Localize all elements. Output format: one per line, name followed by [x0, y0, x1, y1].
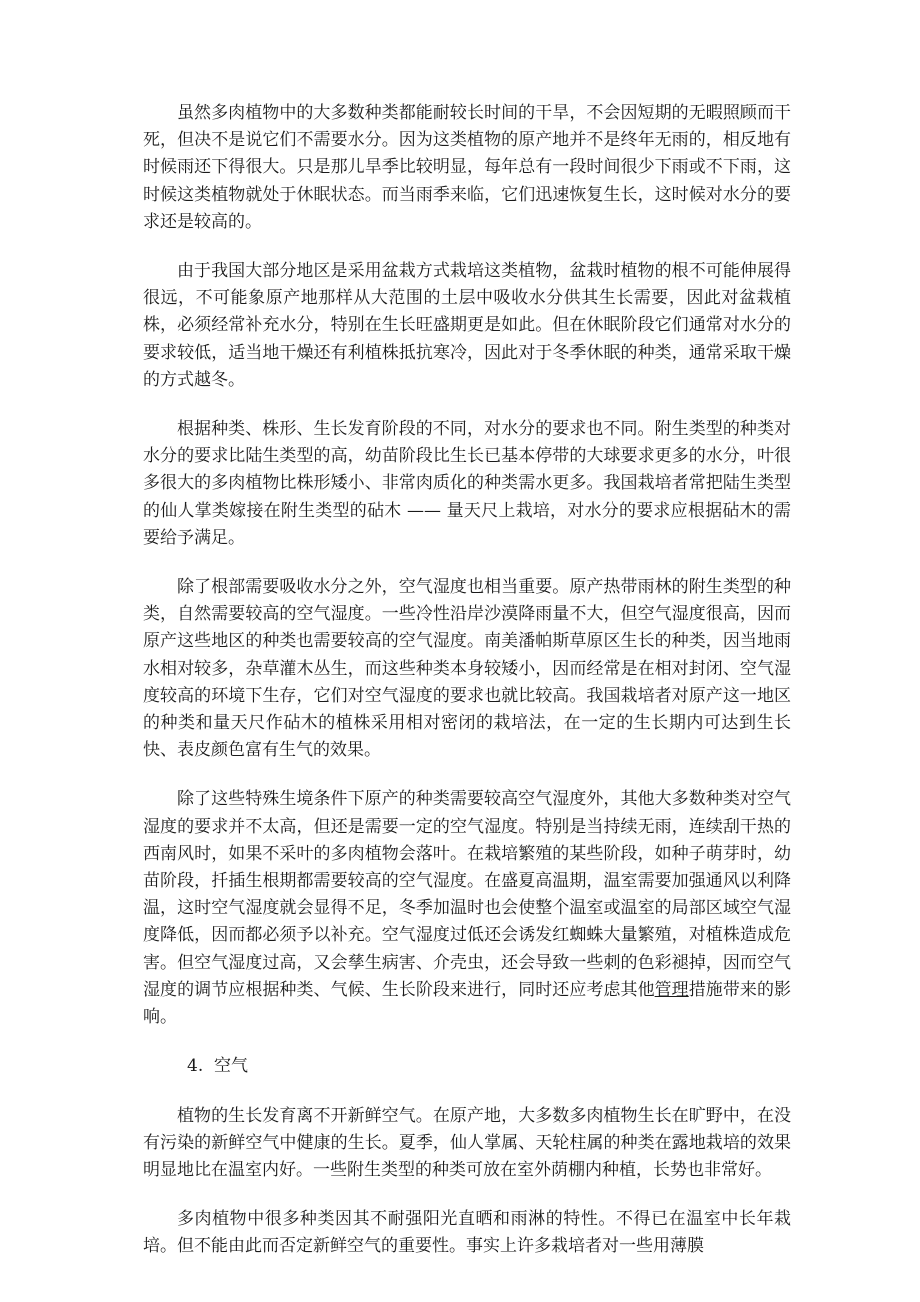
- paragraph-text-end: 措施带来的影响。: [143, 979, 792, 1028]
- paragraph-greenhouse: 多肉植物中很多种类因其不耐强阳光直晒和雨淋的特性。不得已在温室中长年栽培。但不能由此而否定新鲜空气的重要性。事实上许多栽培者对一些用薄膜: [143, 1209, 791, 1257]
- section-number: 4.: [187, 1056, 204, 1077]
- management-link[interactable]: 管理: [654, 979, 689, 1000]
- paragraph-text: 除了这些特殊生境条件下原产的种类需要较高空气湿度外，其他大多数种类对空气湿度的要求并不太高，但还是需要一定的空气湿度。特别是当持续无雨，连续刮干热的西南风时，如果不采叶的多肉植物会落叶。在栽培繁殖的某些阶段，如种子萌芽时，幼苗阶段，扦插生根期都需要较高的空气湿度。在盛夏高温期，温室需要加强通风以利降温，这时空气湿度就会显得不足，冬季加温时也会使整个温室或温室的局部区域空气湿度降低，因而都必须予以补充。空气湿度过低还会诱发红蜘蛛大量繁殖，对植株造成危害。但空气湿度过高，又会孳生病害、介壳虫，还会导致一些刺的色彩褪掉，因而空气湿度的调节应根据种类、气候、生长阶段来进行，同时还应考虑其他: [143, 789, 791, 1000]
- paragraph-air-humidity: 除了根部需要吸收水分之外，空气湿度也相当重要。原产热带雨林的附生类型的种类，自然需要较高的空气湿度。一些冷性沿岸沙漠降雨量不大，但空气湿度很高，因而原产这些地区的种类也需要较高的空气湿度。南美潘帕斯草原区生长的种类，因当地雨水相对较多，杂草灌木丛生，而这些种类本身较矮小，因而经常是在相对封闭、空气湿度较高的环境下生存，它们对空气湿度的要求也就比较高。我国栽培者对原产这一地区的种类和量天尺作砧木的植株采用相对密闭的栽培法，在一定的生长期内可达到生长快、表皮颜色富有生气的效果。: [143, 577, 791, 761]
- paragraph-fresh-air: 植物的生长发育离不开新鲜空气。在原产地，大多数多肉植物生长在旷野中，在没有污染的新鲜空气中健康的生长。夏季，仙人掌属、天轮柱属的种类在露地栽培的效果明显地比在温室内好。一些附生类型的种类可放在室外荫棚内种植，长势也非常好。: [143, 1105, 791, 1180]
- section-title: 空气: [214, 1056, 249, 1077]
- paragraph-drought-tolerance: 虽然多肉植物中的大多数种类都能耐较长时间的干旱，不会因短期的无暇照顾而干死，但决不是说它们不需要水分。因为这类植物的原产地并不是终年无雨的，相反地有时候雨还下得很大。只是那儿旱季比较明显，每年总有一段时间很少下雨或不下雨，这时候这类植物就处于休眠状态。而当雨季来临，它们迅速恢复生长，这时候对水分的要求还是较高的。: [143, 103, 791, 232]
- document-body: [143, 100, 791, 1283]
- paragraph-potted-watering: 由于我国大部分地区是采用盆栽方式栽培这类植物，盆栽时植物的根不可能伸展得很远，不可能象原产地那样从大范围的土层中吸收水分供其生长需要，因此对盆栽植株，必须经常补充水分，特别在生长旺盛期更是如此。但在休眠阶段它们通常对水分的要求较低，适当地干燥还有利植株抵抗寒冷，因此对于冬季休眠的种类，通常采取干燥的方式越冬。: [143, 261, 791, 390]
- paragraph-humidity-control: [143, 786, 791, 1031]
- section-heading-air: [143, 1053, 791, 1080]
- paragraph-water-by-type: 根据种类、株形、生长发育阶段的不同，对水分的要求也不同。附生类型的种类对水分的要求比陆生类型的高，幼苗阶段比生长已基本停带的大球要求更多的水分，叶很多很大的多肉植物比株形矮小、非常肉质化的种类需水更多。我国栽培者常把陆生类型的仙人掌类嫁接在附生类型的砧木 —— 量天尺上栽培，对水分的要求应根据砧木的需要给予满足。: [143, 419, 791, 548]
